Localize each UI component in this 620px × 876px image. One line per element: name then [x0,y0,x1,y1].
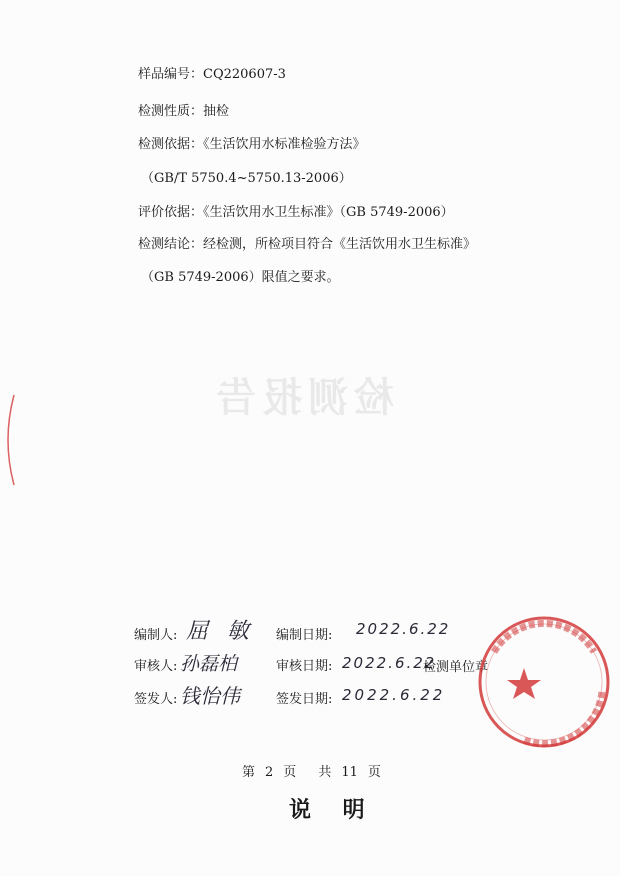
test-basis-line [138,137,366,153]
sample-number-line [138,67,286,83]
test-nature-line [138,104,229,120]
evaluation-basis-value: 《生活饮用水卫生标准》（GB 5749-2006） [203,205,454,220]
compile-date-value: 2022.6.22 [356,620,451,638]
review-date-value: 2022.6.22 [342,654,437,672]
test-nature-label: 检测性质： [138,104,204,119]
page-indicator [242,761,391,780]
conclusion-line [138,237,476,253]
page-prefix: 第 [242,765,256,780]
official-seal [464,612,614,762]
bleed-through-title: 检测报告 [210,375,394,421]
conclusion-value: 经检测，所检项目符合《生活饮用水卫生标准》 [203,237,477,252]
sample-number-label: 样品编号： [138,67,204,82]
test-nature-value: 抽检 [203,104,230,119]
compiler-label: 编制人: [134,628,178,643]
page-unit: 页 [283,765,297,780]
total-prefix: 共 [318,765,332,780]
issue-date-label: 签发日期: [276,692,333,707]
page-current: 2 [265,765,274,780]
bleed-through-bottom-title: 说 明 [289,798,377,823]
conclusion-continuation: （GB 5749-2006）限值之要求。 [141,270,340,285]
issuer-label: 签发人: [134,692,178,707]
evaluation-basis-label: 评价依据： [138,205,204,220]
testing-unit-seal-label: 检测单位章 [423,660,489,675]
compile-date-label: 编制日期: [276,628,333,643]
evaluation-basis-line [138,205,454,221]
issuer-signature: 钱怡伟 [180,684,240,708]
review-date-label: 审核日期: [276,659,333,674]
compiler-signature: 屈 敏 [186,619,255,644]
test-basis-code: （GB/T 5750.4~5750.13-2006） [141,171,352,186]
issue-date-value: 2022.6.22 [342,686,446,704]
total-unit: 页 [367,765,381,780]
conclusion-label: 检测结论： [138,237,204,252]
test-basis-label: 检测依据： [138,137,204,152]
reviewer-signature: 孙磊柏 [180,653,238,675]
sample-number-value: CQ220607-3 [203,67,286,82]
edge-stamp-arc [0,390,30,490]
page-total: 11 [341,765,358,780]
reviewer-label: 审核人: [134,659,178,674]
test-basis-value: 《生活饮用水标准检验方法》 [203,137,366,152]
